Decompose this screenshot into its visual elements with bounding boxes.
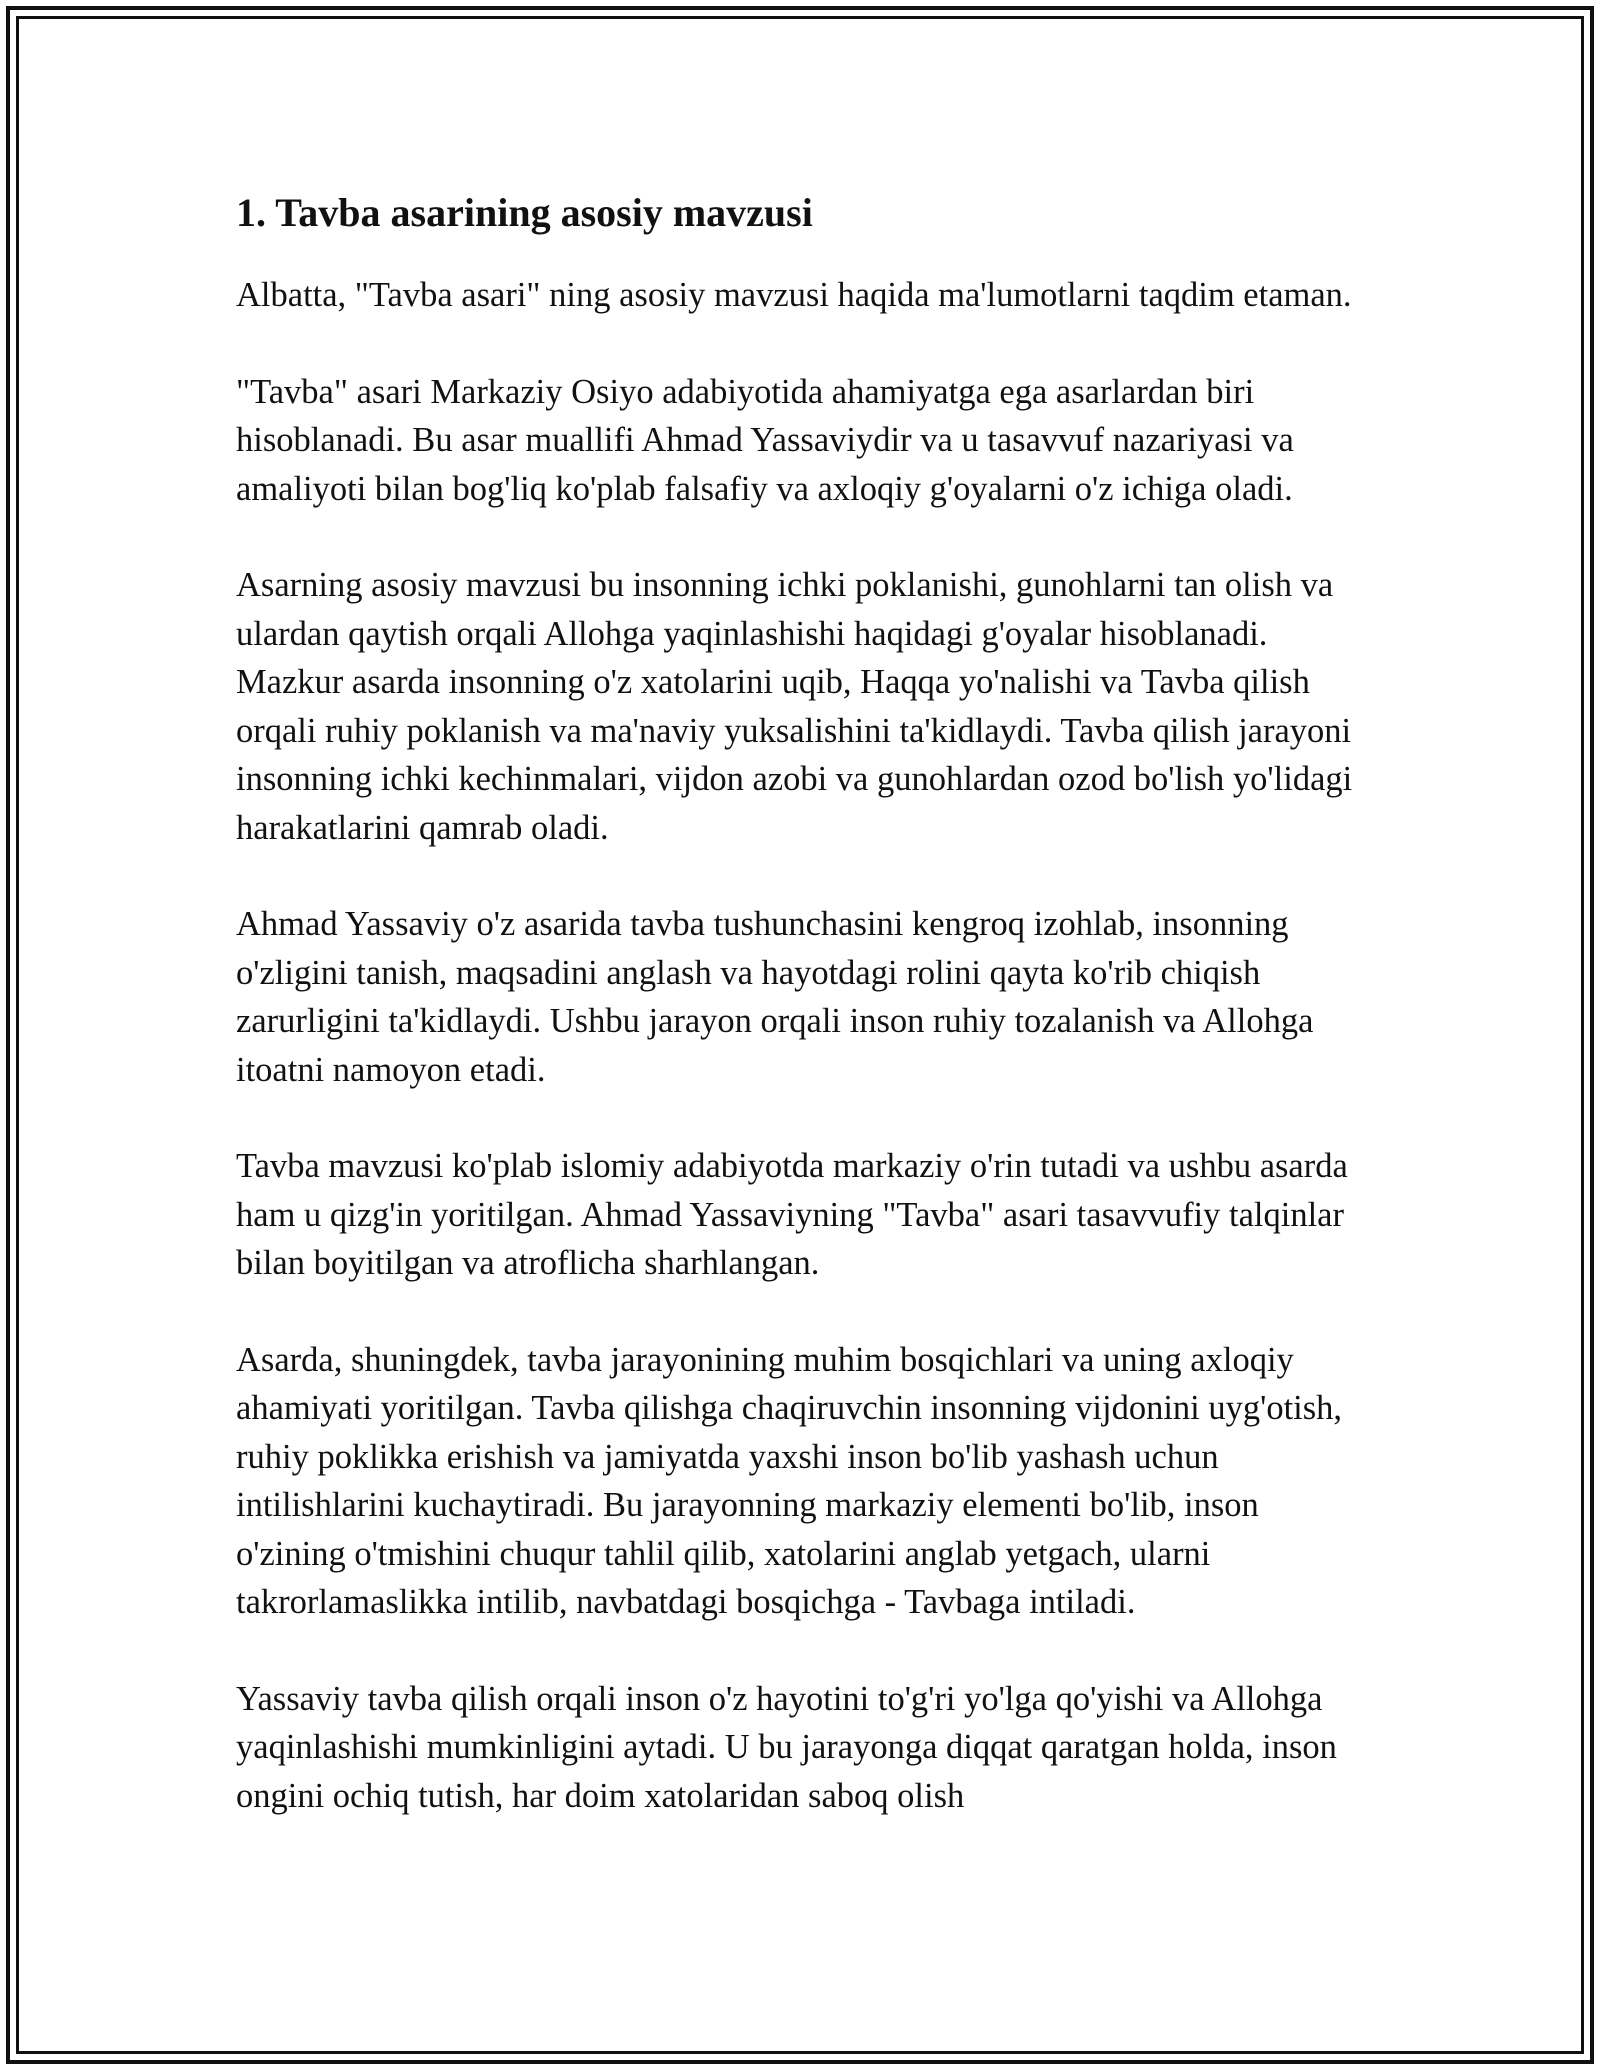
document-body xyxy=(236,185,1376,1868)
section-heading: 1. Tavba asarining asosiy mavzusi xyxy=(236,190,813,235)
paragraph-intro: Albatta, "Tavba asari" ning asosiy mavzusi haqida ma'lumotlarni taqdim etaman. xyxy=(236,276,1352,314)
paragraph-main-theme: Asarning asosiy mavzusi bu insonning ichki poklanishi, gunohlarni tan olish va ulardan qaytish orqali Allohga yaqinlashishi haqidagi g'oyalar hisoblanadi. Mazkur asarda insonning o'z xatolarini uqib, Haqqa yo'nalishi va Tavba qilish orqali ruhiy poklanish va ma'naviy yuksalishini ta'kidlaydi. Tavba qilish jarayoni insonning ichki kechinmalari, vijdon azobi va gunohlardan ozod bo'lish yo'lidagi harakatlarini qamrab oladi. xyxy=(236,566,1353,847)
paragraph-repentance-stages: Asarda, shuningdek, tavba jarayonining muhim bosqichlari va uning axloqiy ahamiyati yoritilgan. Tavba qilishga chaqiruvchin insonning vijdonini uyg'otish, ruhiy poklikka erishish va jamiyatda yaxshi inson bo'lib yashash uchun intilishlarini kuchaytiradi. Bu jarayonning markaziy elementi bo'lib, inson o'zining o'tmishini chuqur tahlil qilib, xatolarini anglab yetgach, ularni takrorlamaslikka intilib, navbatdagi bosqichga - Tavbaga intiladi. xyxy=(236,1340,1343,1621)
paragraph-repentance-concept: Ahmad Yassaviy o'z asarida tavba tushunchasini kengroq izohlab, insonning o'zligini tanish, maqsadini anglash va hayotdagi rolini qayta ko'rib chiqish zarurligini ta'kidlaydi. Ushbu jarayon orqali inson ruhiy tozalanish va Allohga itoatni namoyon etadi. xyxy=(236,905,1314,1089)
paragraph-work-overview: "Tavba" asari Markaziy Osiyo adabiyotida ahamiyatga ega asarlardan biri hisoblanadi. Bu asar muallifi Ahmad Yassaviydir va u tasavvuf nazariyasi va amaliyoti bilan bog'liq ko'plab falsafiy va axloqiy g'oyalarni o'z ichiga oladi. xyxy=(236,372,1294,508)
paragraph-yassaviy-conclusion: Yassaviy tavba qilish orqali inson o'z hayotini to'g'ri yo'lga qo'yishi va Allohga yaqinlashishi mumkinligini aytadi. U bu jarayonga diqqat qaratgan holda, inson ongini ochiq tutish, har doim xatolaridan saboq olish xyxy=(236,1679,1337,1815)
paragraph-islamic-literature: Tavba mavzusi ko'plab islomiy adabiyotda markaziy o'rin tutadi va ushbu asarda ham u qizg'in yoritilgan. Ahmad Yassaviyning "Tavba" asari tasavvufiy talqinlar bilan boyitilgan va atroflicha sharhlangan. xyxy=(236,1147,1348,1282)
